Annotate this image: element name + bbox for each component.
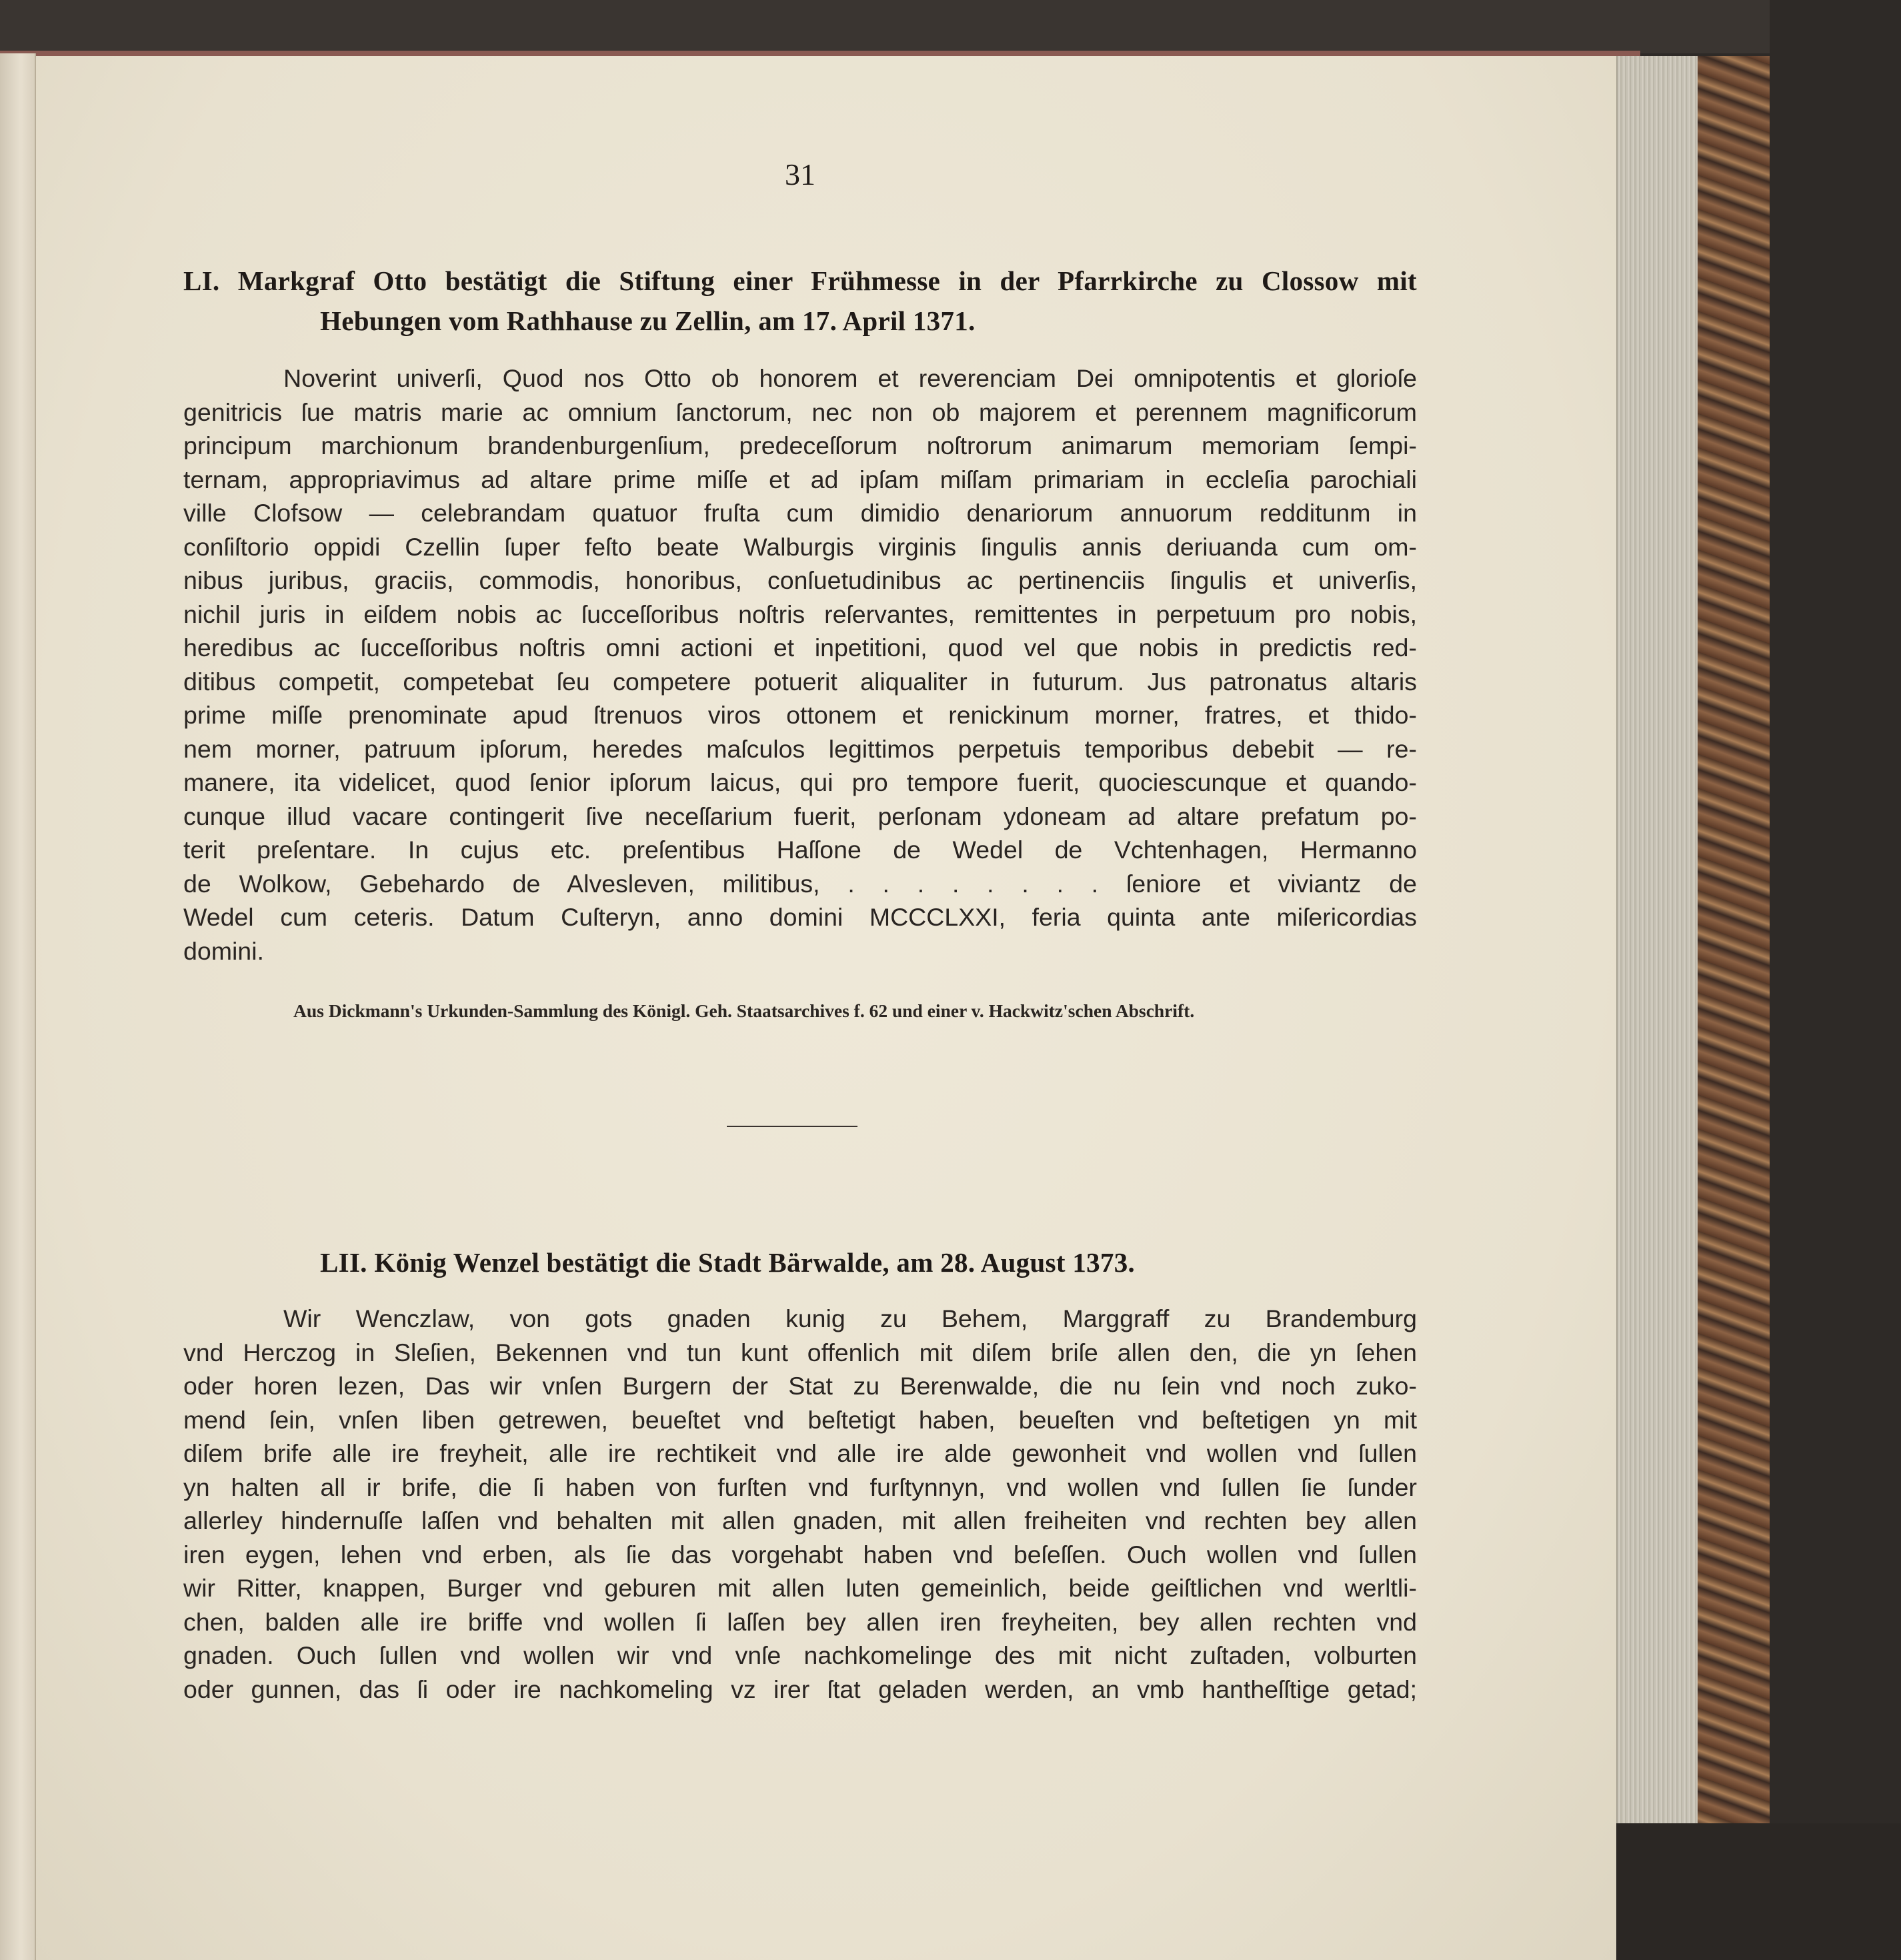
document-52-heading: LII. König Wenzel bestätigt die Stadt Bärwalde, am 28. August 1373.: [320, 1247, 1136, 1278]
text-line: gnaden. Ouch ſullen vnd wollen wir vnd vnſe nachkomelinge des mit nicht zuſtaden, volburten: [183, 1641, 1417, 1669]
marbled-cover-edge: [1696, 56, 1770, 1843]
text-line: terit preſentare. In cujus etc. preſentibus Haſſone de Wedel de Vchtenhagen, Hermanno: [183, 836, 1417, 864]
background-bottom-right: [1616, 1823, 1901, 1960]
text-line: Noverint univerſi, Quod nos Otto ob honorem et reverenciam Dei omnipotentis et glorioſe: [283, 364, 1417, 392]
page-number: 31: [785, 157, 815, 191]
text-line: principum marchionum brandenburgenſium, predeceſſorum noſtrorum animarum memoriam ſempi-: [183, 431, 1417, 459]
background-frame: [0, 0, 1901, 53]
text-line: de Wolkow, Gebehardo de Alvesleven, militibus, . . . . . . . . ſeniore et viviantz de: [183, 869, 1417, 898]
text-line: ditibus competit, competebat ſeu competere potuerit aliqualiter in futurum. Jus patronatus altaris: [183, 667, 1417, 696]
text-line: Wedel cum ceteris. Datum Cuſteryn, anno domini MCCCLXXI, feria quinta ante miſericordias: [183, 903, 1417, 931]
text-line: prime miſſe prenominate apud ſtrenuos viros ottonem et renickinum morner, fratres, et thido-: [183, 701, 1417, 729]
source-citation: Aus Dickmann's Urkunden-Sammlung des Königl. Geh. Staatsarchives f. 62 und einer v. Hackwitz'schen Abschrift.: [293, 1000, 1195, 1021]
document-52-body: [183, 1304, 1417, 1737]
binding-strip: [0, 51, 1640, 56]
text-line: oder horen lezen, Das wir vnſen Burgern der Stat zu Berenwalde, die nu ſein vnd noch zuko-: [183, 1372, 1417, 1400]
text-line: Wir Wenczlaw, von gots gnaden kunig zu Behem, Marggraff zu Brandemburg: [283, 1304, 1417, 1332]
text-line: wir Ritter, knappen, Burger vnd geburen mit allen luten gemeinlich, beide geiſtlichen vnd werltli-: [183, 1574, 1417, 1602]
text-line: domini.: [183, 936, 264, 965]
text-line: diſem brife alle ire freyheit, alle ire rechtikeit vnd alle ire alde gewonheit vnd wollen vnd ſullen: [183, 1439, 1417, 1467]
text-line: nibus juribus, graciis, commodis, honoribus, conſuetudinibus ac pertinenciis ſingulis et univerſis,: [183, 566, 1417, 594]
text-line: vnd Herczog in Sleſien, Bekennen vnd tun kunt offenlich mit diſem briſe allen den, die yn ſehen: [183, 1338, 1417, 1366]
page-fore-edge: [1616, 56, 1698, 1823]
text-line: nem morner, patruum ipſorum, heredes maſculos legittimos perpetuis temporibus debebit — re-: [183, 734, 1417, 763]
text-line: ternam, appropriavimus ad altare prime miſſe et ad ipſam miſſam primariam in eccleſia parochiali: [183, 465, 1417, 494]
document-51-heading-line-1: LI. Markgraf Otto bestätigt die Stiftung einer Frühmesse in der Pfarrkirche zu Clossow mit: [183, 265, 1417, 296]
text-line: manere, ita videlicet, quod ſenior ipſorum laicus, qui pro tempore fuerit, quociescunque et quando-: [183, 768, 1417, 796]
text-line: mend ſein, vnſen liben getrewen, beueſtet vnd beſtetigt haben, beueſten vnd beſtetigen yn mit: [183, 1405, 1417, 1434]
document-51-heading-line-2: Hebungen vom Rathhause zu Zellin, am 17. April 1371.: [320, 305, 976, 336]
background-right: [1770, 0, 1901, 1960]
text-line: heredibus ac ſucceſſoribus noſtris omni actioni et inpetitioni, quod vel que nobis in predictis red-: [183, 634, 1417, 662]
previous-page-edge: [0, 53, 36, 1960]
text-line: yn halten all ir brife, die ſi haben von furſten vnd furſtynnyn, vnd wollen vnd ſullen ſie ſunder: [183, 1473, 1417, 1501]
text-line: chen, balden alle ire briffe vnd wollen ſi laſſen bey allen iren freyheiten, bey allen rechten vnd: [183, 1607, 1417, 1636]
text-line: oder gunnen, das ſi oder ire nachkomeling vz irer ſtat geladen werden, an vmb hantheſſtige getad;: [183, 1675, 1417, 1703]
text-line: nichil juris in eiſdem nobis ac ſucceſſoribus noſtris reſervantes, remittentes in perpetuum pro nobis,: [183, 600, 1417, 628]
text-line: iren eygen, lehen vnd erben, als ſie das vorgehabt haben vnd beſeſſen. Ouch wollen vnd ſullen: [183, 1540, 1417, 1569]
text-line: genitricis ſue matris marie ac omnium ſanctorum, nec non ob majorem et perennem magnificorum: [183, 397, 1417, 426]
text-line: ville Clofsow — celebrandam quatuor fruſta cum dimidio denariorum annuorum redditunm in: [183, 499, 1417, 527]
text-line: conſiſtorio oppidi Czellin ſuper feſto beate Walburgis virginis ſingulis annis deriuanda cum om-: [183, 532, 1417, 561]
text-line: allerley hindernuſſe laſſen vnd behalten mit allen gnaden, mit allen freiheiten vnd rechten bey allen: [183, 1507, 1417, 1535]
document-51-body: [183, 363, 1417, 984]
section-divider: [727, 1126, 857, 1127]
text-line: cunque illud vacare contingerit ſive neceſſarium fuerit, perſonam ydoneam ad altare prefatum po-: [183, 802, 1417, 830]
